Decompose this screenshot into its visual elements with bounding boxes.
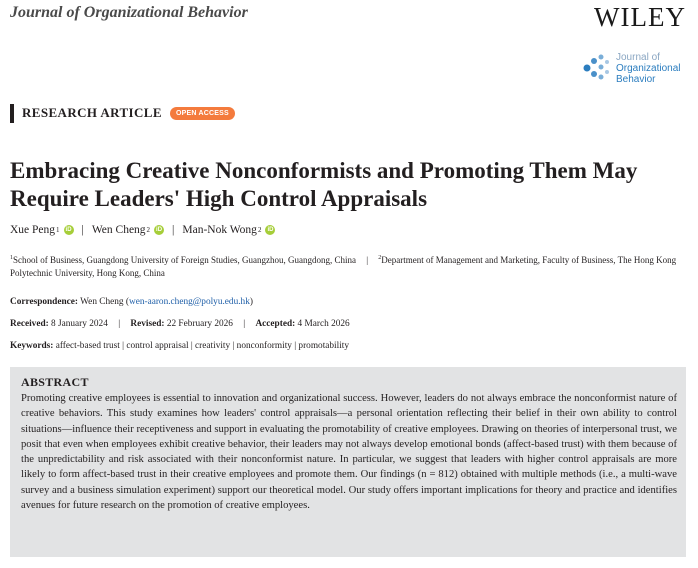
- received-label: Received:: [10, 319, 49, 329]
- accepted-label: Accepted:: [255, 319, 296, 329]
- affiliation-separator: |: [366, 255, 369, 265]
- revised-date: 22 February 2026: [166, 319, 233, 329]
- date-separator: |: [118, 319, 121, 329]
- author-separator: |: [172, 224, 175, 236]
- date-separator: |: [243, 319, 246, 329]
- revised-label: Revised:: [130, 319, 165, 329]
- correspondence: Correspondence: Wen Cheng (wen-aaron.cheng@polyu.edu.hk): [10, 297, 253, 307]
- publisher-logo: WILEY: [594, 2, 686, 32]
- affiliation-2: Department of Management and Marketing, Faculty of Business, The Hong Kong Polytechnic University, Hong Kong, China: [10, 255, 677, 278]
- correspondence-label: Correspondence:: [10, 297, 78, 307]
- abstract-box: [10, 367, 686, 557]
- author-name[interactable]: Xue Peng: [10, 224, 56, 236]
- abstract-heading: ABSTRACT: [21, 375, 89, 389]
- keywords-text: affect-based trust | control appraisal | creativity | nonconformity | promotability: [55, 341, 350, 351]
- orcid-icon[interactable]: iD: [156, 227, 163, 233]
- keywords-label: Keywords:: [10, 341, 54, 351]
- type-bar: [10, 104, 14, 123]
- author-name[interactable]: Wen Cheng: [91, 224, 146, 236]
- author-name[interactable]: Man-Nok Wong: [182, 224, 257, 236]
- article-dates: [10, 319, 350, 329]
- affiliations: [10, 252, 690, 280]
- author[interactable]: [182, 224, 275, 236]
- keywords: [10, 341, 349, 351]
- logo-line: Behavior: [616, 74, 656, 85]
- author[interactable]: [92, 224, 164, 236]
- author-list: [10, 224, 275, 236]
- orcid-icon[interactable]: iD: [267, 227, 274, 233]
- author[interactable]: [10, 224, 74, 236]
- author-sup: 2: [146, 226, 151, 234]
- orcid-icon[interactable]: iD: [65, 227, 72, 233]
- logo-line: Journal of: [616, 52, 660, 63]
- affiliation-sup: 1: [10, 255, 13, 261]
- author-separator: |: [81, 224, 84, 236]
- author-sup: 1: [56, 226, 60, 234]
- received-date: 8 January 2024: [51, 319, 108, 329]
- accepted-date: 4 March 2026: [297, 319, 350, 329]
- open-access-badge[interactable]: OPEN ACCESS: [170, 107, 235, 120]
- article-type-row: [10, 103, 235, 123]
- affiliation-1: School of Business, Guangdong University of Foreign Studies, Guangzhou, Guangdong, China: [13, 255, 356, 265]
- logo-line: Organizational: [616, 63, 681, 74]
- article-type: RESEARCH ARTICLE: [22, 105, 162, 120]
- author-sup: 2: [257, 226, 262, 234]
- correspondence-name: Wen Cheng: [80, 297, 124, 307]
- journal-logo: [582, 50, 692, 86]
- abstract-text: Promoting creative employees is essential to innovation and organizational success. However, leaders do not always embrace the nonconformist nature of creative behaviors. This study examines how leaders' control appraisals—a personal orientation reflecting their belief in their own ability to control situations—influence their receptiveness and support in evaluating the promotability of creative employees. Drawing on theories of interpersonal trust, we posit that even when employees exhibit creative behavior, their leaders may not always develop emotional bonds (affect-based trust) with them because of the unpredictability and risk associated with their nonconformist nature. In particular, we suggest that leaders with higher control appraisals are more likely to form affect-based trust in their creative employees and promote them. Our findings (n = 812) obtained with multiple methods (i.e., a multi-wave survey and a business simulation experiment) support our theoretical model. Our study offers important implications for theory and practice and identifies avenues for future research on the promotion of creative employees.: [21, 393, 677, 512]
- article-title: Embracing Creative Nonconformists and Promoting Them May Require Leaders' High Control Appraisals: [10, 158, 638, 211]
- journal-name: Journal of Organizational Behavior: [10, 4, 248, 21]
- correspondence-email[interactable]: wen-aaron.cheng@polyu.edu.hk: [128, 297, 250, 307]
- affiliation-sup: 2: [378, 255, 382, 261]
- dots-logo-icon: [582, 54, 612, 82]
